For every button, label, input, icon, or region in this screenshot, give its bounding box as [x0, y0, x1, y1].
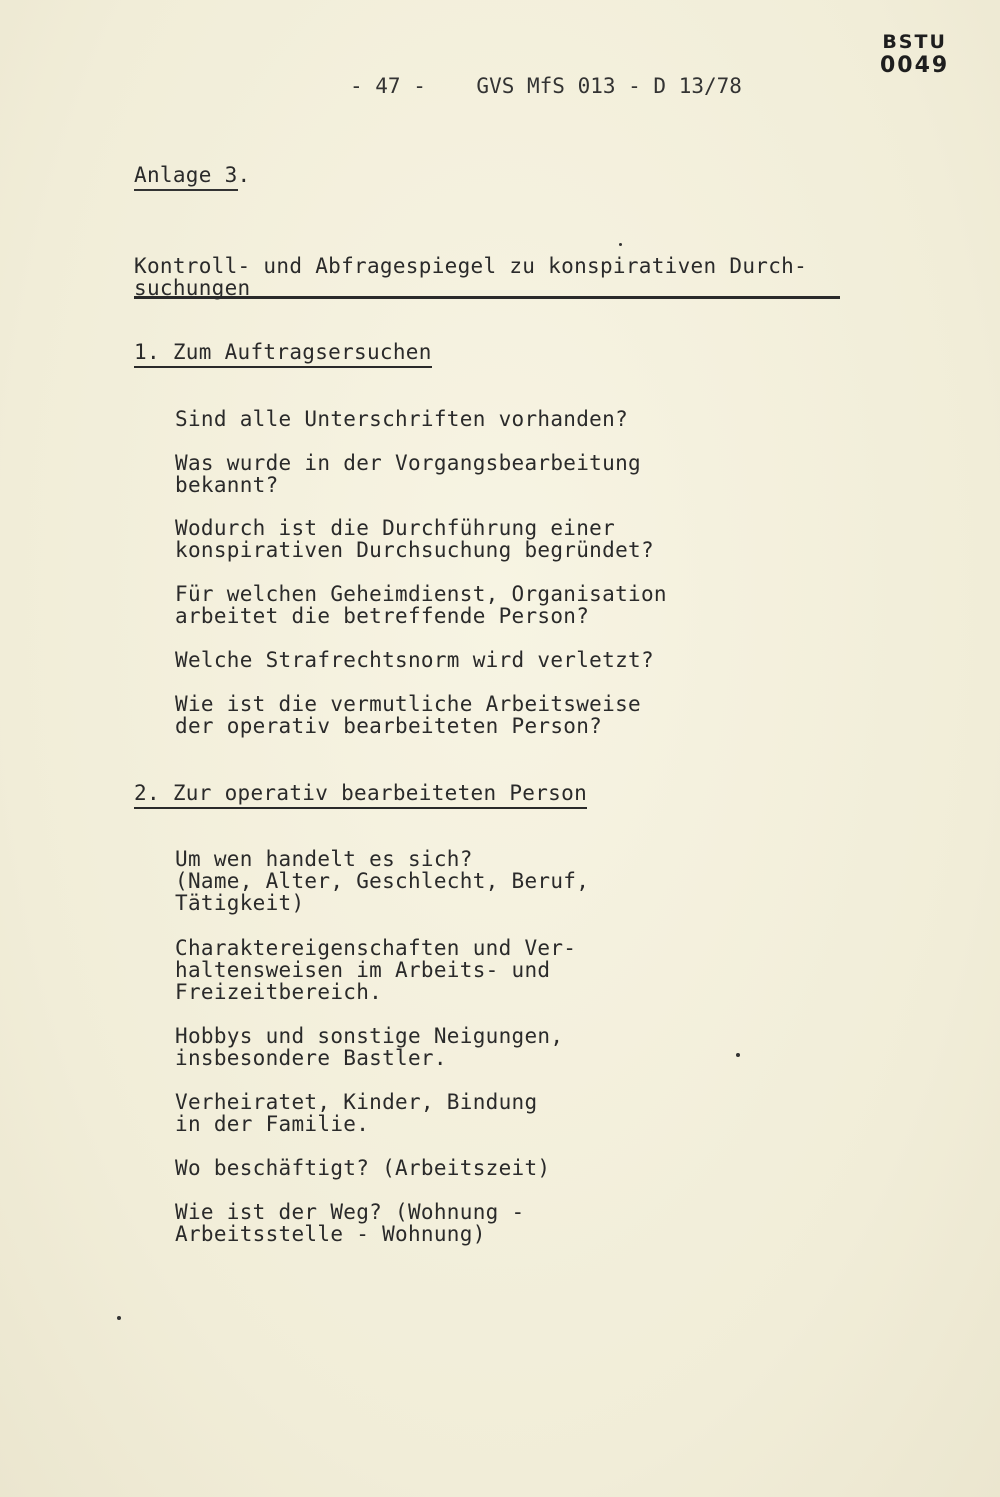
section-1-item: Wie ist die vermutliche Arbeitsweise der operativ bearbeiteten Person?	[175, 692, 641, 738]
document-title-line-2: suchungen	[134, 276, 251, 300]
stamp-page-number: 0049	[880, 53, 950, 78]
section-1-heading	[134, 341, 432, 368]
section-2-heading-text: 2. Zur operativ bearbeiteten Person	[134, 782, 587, 809]
section-2-item: Charaktereigenschaften und Ver- haltensweisen im Arbeits- und Freizeitbereich.	[175, 936, 577, 1004]
archive-stamp	[880, 30, 949, 78]
section-2-item: Hobbys und sonstige Neigungen, insbesondere Bastler.	[175, 1024, 564, 1070]
document-title	[134, 255, 807, 299]
section-1-item: Wodurch ist die Durchführung einer konspirativen Durchsuchung begründet?	[175, 516, 654, 562]
section-1-item: Sind alle Unterschriften vorhanden?	[175, 407, 629, 431]
stamp-line-1: BSTU	[882, 31, 947, 53]
section-1-heading-text: 1. Zum Auftragsersuchen	[134, 341, 432, 368]
appendix-label: Anlage 3	[134, 163, 238, 191]
section-2-heading	[134, 782, 587, 809]
document-title-line-1: Kontroll- und Abfragespiegel zu konspirativen Durch-	[134, 254, 808, 278]
section-1-item: Für welchen Geheimdienst, Organisation arbeitet die betreffende Person?	[175, 582, 667, 628]
paper-speck	[736, 1053, 740, 1057]
section-1-item: Was wurde in der Vorgangsbearbeitung bekannt?	[175, 451, 641, 497]
paper-speck	[619, 243, 622, 246]
paper-speck	[117, 1316, 121, 1320]
appendix-label-suffix: .	[237, 163, 251, 187]
section-2-item: Wie ist der Weg? (Wohnung - Arbeitsstelle - Wohnung)	[175, 1200, 525, 1246]
appendix-label-row	[134, 164, 251, 186]
title-underline	[134, 296, 840, 299]
page-header: - 47 - GVS MfS 013 - D 13/78	[350, 74, 742, 98]
section-2-item: Um wen handelt es sich? (Name, Alter, Geschlecht, Beruf, Tätigkeit)	[175, 847, 590, 915]
section-2-item: Verheiratet, Kinder, Bindung in der Familie.	[175, 1090, 538, 1136]
section-1-item: Welche Strafrechtsnorm wird verletzt?	[175, 648, 654, 672]
section-2-item: Wo beschäftigt? (Arbeitszeit)	[175, 1156, 551, 1180]
